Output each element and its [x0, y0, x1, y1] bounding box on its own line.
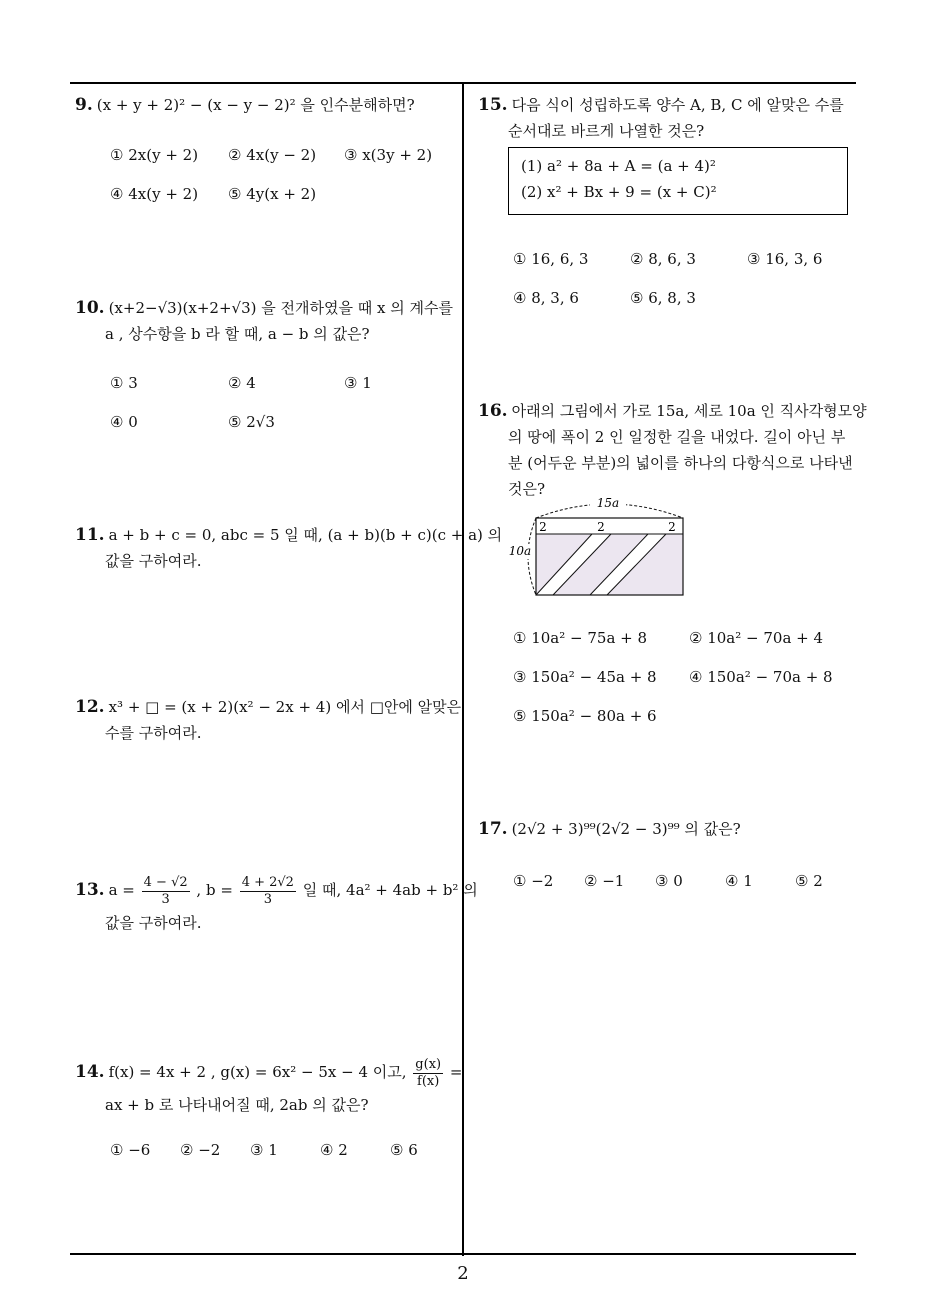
q10-option-3[interactable]: ③ 1	[344, 374, 372, 392]
q17-option-3[interactable]: ③ 0	[655, 872, 683, 890]
question-text-line-1: (x+2−√3)(x+2+√3) 을 전개하였을 때 x 의 계수를	[108, 299, 453, 317]
road-rectangle-figure	[500, 494, 690, 600]
question-text-lead: f(x) = 4x + 2 , g(x) = 6x² − 5x − 4 이고,	[108, 1063, 407, 1081]
separator: ,	[196, 881, 202, 899]
q14-option-3[interactable]: ③ 1	[250, 1141, 278, 1159]
q10-option-4[interactable]: ④ 0	[110, 413, 138, 431]
question-text-line-1: a + b + c = 0, abc = 5 일 때, (a + b)(b + c)(c + a) 의	[108, 526, 503, 544]
b-label: b =	[205, 881, 233, 899]
question-number: 16.	[478, 401, 508, 421]
q15-option-1[interactable]: ① 16, 6, 3	[513, 250, 589, 268]
q15-option-4[interactable]: ④ 8, 3, 6	[513, 289, 579, 307]
equals-sign: =	[449, 1063, 463, 1081]
question-9	[75, 92, 460, 118]
q9-option-5[interactable]: ⑤ 4y(x + 2)	[228, 185, 317, 203]
q15-option-3[interactable]: ③ 16, 3, 6	[747, 250, 823, 268]
question-text-line-3: 분 (어두운 부분)의 넓이를 하나의 다항식으로 나타낸	[508, 454, 853, 472]
q10-option-1[interactable]: ① 3	[110, 374, 138, 392]
width-label: 15a	[596, 496, 620, 510]
b-numerator: 4 + 2√2	[241, 874, 294, 890]
question-17	[478, 816, 858, 842]
question-text-line-4: 것은?	[508, 480, 546, 498]
question-number: 14.	[75, 1062, 105, 1082]
question-text: (2√2 + 3)⁹⁹(2√2 − 3)⁹⁹ 의 값은?	[511, 820, 741, 838]
q16-option-1[interactable]: ① 10a² − 75a + 8	[513, 629, 648, 647]
condition-box	[508, 147, 848, 215]
question-11	[75, 522, 503, 574]
question-text-line-2: 수를 구하여라.	[105, 724, 202, 742]
question-16	[478, 398, 867, 502]
question-text: (x + y + 2)² − (x − y − 2)² 을 인수분해하면?	[96, 96, 415, 114]
question-text-line-1: 다음 식이 성립하도록 양수 A, B, C 에 알맞은 수를	[511, 96, 844, 114]
road-width-label: 2	[539, 520, 547, 534]
q17-option-2[interactable]: ② −1	[584, 872, 625, 890]
q14-option-4[interactable]: ④ 2	[320, 1141, 348, 1159]
question-number: 15.	[478, 95, 508, 115]
q9-option-4[interactable]: ④ 4x(y + 2)	[110, 185, 199, 203]
question-text-line-2: 의 땅에 폭이 2 인 일정한 길을 내었다. 길이 아닌 부	[508, 428, 846, 446]
question-text-line-2: 값을 구하여라.	[105, 914, 202, 932]
question-number: 17.	[478, 819, 508, 839]
question-12	[75, 694, 460, 746]
horizontal-road	[536, 518, 683, 534]
q14-option-2[interactable]: ② −2	[180, 1141, 221, 1159]
question-text-tail: 일 때, 4a² + 4ab + b² 의	[302, 881, 478, 899]
q10-option-5[interactable]: ⑤ 2√3	[228, 413, 275, 431]
question-14	[75, 1052, 463, 1118]
q15-option-5[interactable]: ⑤ 6, 8, 3	[630, 289, 696, 307]
b-fraction	[240, 875, 296, 908]
q17-option-1[interactable]: ① −2	[513, 872, 554, 890]
question-text-line-2: a , 상수항을 b 라 할 때, a − b 의 값은?	[105, 325, 370, 343]
road-width-label: 2	[668, 520, 676, 534]
condition-1: (1) a² + 8a + A = (a + 4)²	[521, 157, 716, 175]
q17-option-5[interactable]: ⑤ 2	[795, 872, 823, 890]
q16-option-5[interactable]: ⑤ 150a² − 80a + 6	[513, 707, 657, 725]
question-text-line-2: ax + b 로 나타내어질 때, 2ab 의 값은?	[105, 1096, 369, 1114]
question-text-line-2: 순서대로 바르게 나열한 것은?	[508, 122, 705, 140]
question-number: 10.	[75, 298, 105, 318]
question-number: 9.	[75, 95, 93, 115]
q9-option-3[interactable]: ③ x(3y + 2)	[344, 146, 433, 164]
q9-option-2[interactable]: ② 4x(y − 2)	[228, 146, 317, 164]
q17-option-4[interactable]: ④ 1	[725, 872, 753, 890]
question-number: 11.	[75, 525, 105, 545]
fraction-numerator: g(x)	[415, 1056, 442, 1072]
page-number: 2	[457, 1263, 469, 1284]
q14-option-5[interactable]: ⑤ 6	[390, 1141, 418, 1159]
q10-option-2[interactable]: ② 4	[228, 374, 256, 392]
bottom-rule	[70, 1253, 856, 1255]
gx-over-fx-fraction	[413, 1057, 443, 1090]
a-label: a =	[108, 881, 135, 899]
q16-option-3[interactable]: ③ 150a² − 45a + 8	[513, 668, 657, 686]
q9-option-1[interactable]: ① 2x(y + 2)	[110, 146, 199, 164]
question-13	[75, 870, 478, 936]
question-text-line-1: 아래의 그림에서 가로 15a, 세로 10a 인 직사각형모양	[511, 402, 867, 420]
question-10	[75, 295, 460, 347]
question-text-line-1: x³ + □ = (x + 2)(x² − 2x + 4) 에서 □안에 알맞은	[108, 698, 462, 716]
question-15	[478, 92, 858, 144]
question-number: 12.	[75, 697, 105, 717]
a-denominator: 3	[161, 891, 170, 907]
q15-option-2[interactable]: ② 8, 6, 3	[630, 250, 696, 268]
q16-option-2[interactable]: ② 10a² − 70a + 4	[689, 629, 824, 647]
a-fraction	[142, 875, 190, 908]
q14-option-1[interactable]: ① −6	[110, 1141, 151, 1159]
road-width-label: 2	[597, 520, 605, 534]
a-numerator: 4 − √2	[143, 874, 188, 890]
question-text-line-2: 값을 구하여라.	[105, 552, 202, 570]
question-number: 13.	[75, 880, 105, 900]
height-label: 10a	[508, 544, 532, 558]
q16-option-4[interactable]: ④ 150a² − 70a + 8	[689, 668, 833, 686]
fraction-denominator: f(x)	[417, 1073, 440, 1089]
condition-2: (2) x² + Bx + 9 = (x + C)²	[521, 183, 717, 201]
b-denominator: 3	[263, 891, 272, 907]
